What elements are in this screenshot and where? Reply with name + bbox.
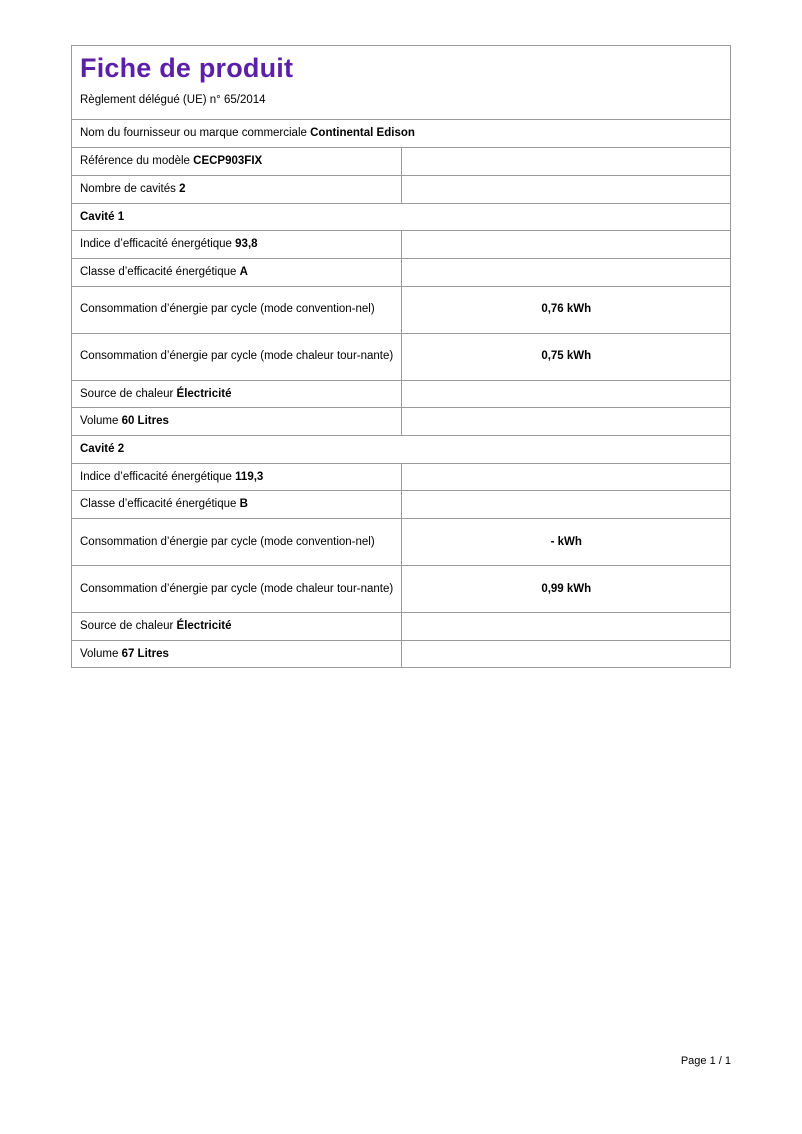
row-label-value: Électricité xyxy=(176,387,232,400)
row-label-text: Classe d’efficacité énergétique xyxy=(80,498,240,511)
row-label-value: A xyxy=(239,265,248,278)
row-label xyxy=(72,518,402,565)
table-row xyxy=(72,175,731,203)
table-row xyxy=(72,640,731,668)
table-row xyxy=(72,120,731,148)
row-value xyxy=(401,258,731,286)
row-value xyxy=(401,640,731,668)
row-label-text: Indice d’efficacité énergétique xyxy=(80,238,236,251)
row-value xyxy=(401,463,731,491)
row-value xyxy=(401,408,731,436)
row-value: 0,99 kWh xyxy=(401,565,731,612)
row-label xyxy=(72,286,402,333)
row-label-value: 119,3 xyxy=(235,470,264,483)
row-label-value: 60 Litres xyxy=(121,415,169,428)
row-label xyxy=(72,175,402,203)
row-label xyxy=(72,258,402,286)
page-title: Fiche de produit xyxy=(80,53,294,83)
table-row xyxy=(72,333,731,380)
row-label-value: Électricité xyxy=(176,619,232,632)
table-row xyxy=(72,148,731,176)
row-value xyxy=(401,612,731,640)
table-row xyxy=(72,231,731,259)
row-label xyxy=(72,148,402,176)
table-row xyxy=(72,286,731,333)
row-label-text: Volume xyxy=(80,647,122,660)
row-value xyxy=(401,175,731,203)
row-label-value: B xyxy=(239,498,248,511)
row-value xyxy=(401,491,731,519)
row-label-text: Volume xyxy=(80,415,122,428)
table-row xyxy=(72,258,731,286)
table-row xyxy=(72,565,731,612)
row-label-value: 93,8 xyxy=(235,238,258,251)
table-row xyxy=(72,408,731,436)
row-label-text: Nom du fournisseur ou marque commerciale xyxy=(80,127,311,140)
row-label-text: Consommation d’énergie par cycle (mode chaleur tour-nante) xyxy=(80,582,394,595)
row-label-value: CECP903FIX xyxy=(193,155,263,168)
table-row xyxy=(72,491,731,519)
row-label-value: 67 Litres xyxy=(121,647,169,660)
table-row xyxy=(72,518,731,565)
row-label xyxy=(72,333,402,380)
table-row xyxy=(72,612,731,640)
row-label xyxy=(72,380,402,408)
row-value xyxy=(401,148,731,176)
row-label-text: Nombre de cavités xyxy=(80,182,180,195)
row-label-text: Classe d’efficacité énergétique xyxy=(80,265,240,278)
row-label xyxy=(72,491,402,519)
product-table xyxy=(71,119,731,668)
section-label: Cavité 2 xyxy=(72,435,731,463)
row-label-value: Continental Edison xyxy=(310,127,415,140)
row-label-text: Consommation d’énergie par cycle (mode convention-nel) xyxy=(80,535,375,548)
product-sheet xyxy=(71,45,731,668)
page-footer: Page 1 / 1 xyxy=(680,1055,731,1067)
row-value: - kWh xyxy=(401,518,731,565)
row-label-value: 2 xyxy=(179,182,186,195)
table-row xyxy=(72,463,731,491)
row-label-text: Consommation d’énergie par cycle (mode chaleur tour-nante) xyxy=(80,350,394,363)
row-label xyxy=(72,565,402,612)
row-label-text: Référence du modèle xyxy=(80,155,194,168)
row-label-text: Source de chaleur xyxy=(80,387,177,400)
row-label xyxy=(72,231,402,259)
table-section-row xyxy=(72,435,731,463)
row-value: 0,75 kWh xyxy=(401,333,731,380)
row-label xyxy=(72,408,402,436)
regulation-reference: Règlement délégué (UE) n° 65/2014 xyxy=(80,93,266,106)
row-label xyxy=(72,120,731,148)
row-value: 0,76 kWh xyxy=(401,286,731,333)
row-value xyxy=(401,380,731,408)
table-section-row xyxy=(72,203,731,231)
row-label xyxy=(72,463,402,491)
section-label: Cavité 1 xyxy=(72,203,731,231)
row-label-text: Source de chaleur xyxy=(80,619,177,632)
row-label xyxy=(72,612,402,640)
row-label-text: Consommation d’énergie par cycle (mode convention-nel) xyxy=(80,303,375,316)
table-row xyxy=(72,380,731,408)
row-label xyxy=(72,640,402,668)
row-label-text: Indice d’efficacité énergétique xyxy=(80,470,236,483)
sheet-header xyxy=(71,45,731,119)
row-value xyxy=(401,231,731,259)
